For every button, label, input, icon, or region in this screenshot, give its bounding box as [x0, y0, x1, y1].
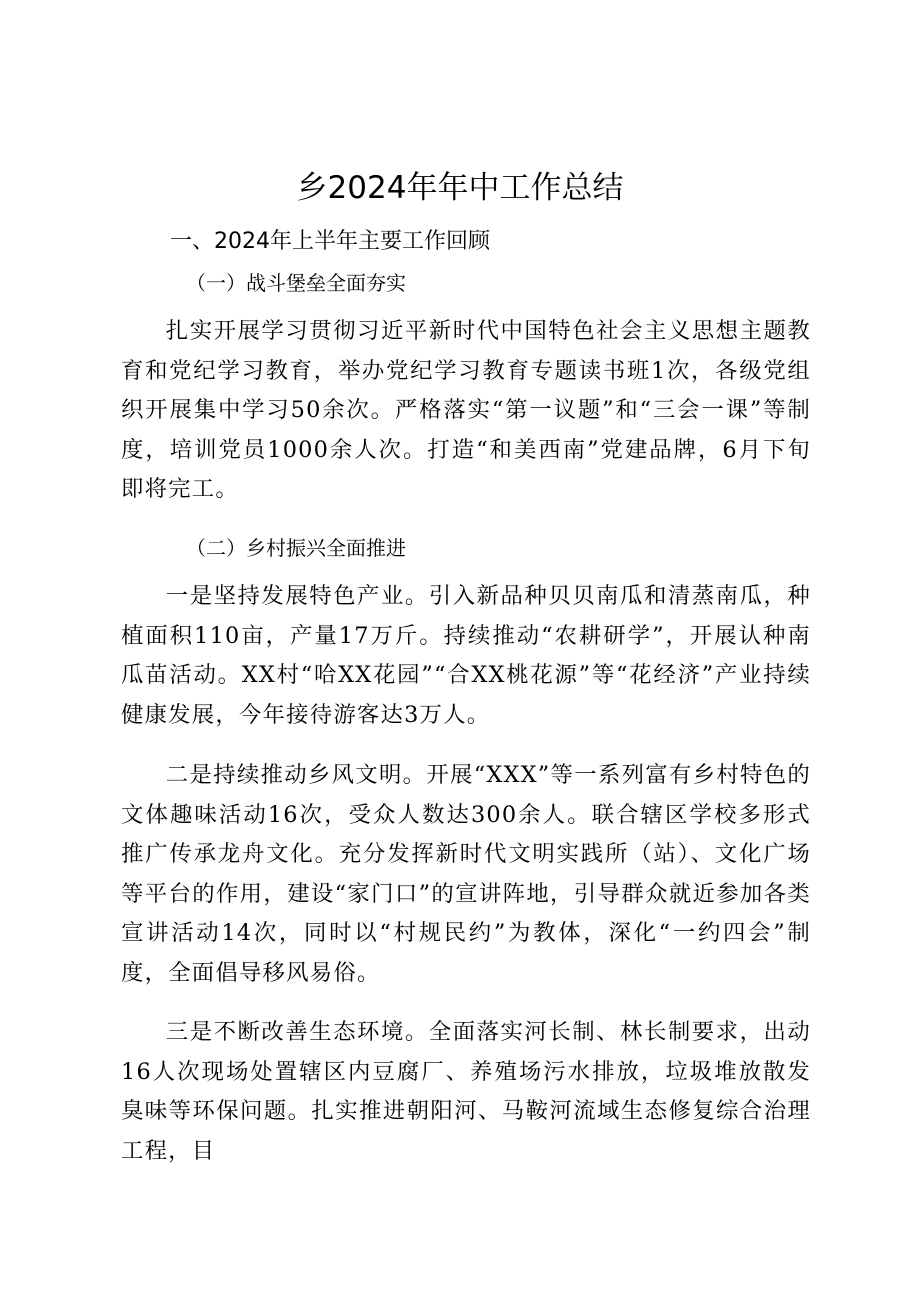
paragraph-civilization: 二是持续推动乡风文明。开展“XXX”等一系列富有乡村特色的文体趣味活动16次，受众人数达300余人。联合辖区学校多形式推广传承龙舟文化。充分发挥新时代文明实践所（站）、文化广场等平台的作用，建设“家门口”的宣讲阵地，引导群众就近参加各类宣讲活动14次，同时以“村规民约”为教体，深化“一约四会”制度，全面倡导移风易俗。	[121, 762, 811, 986]
document-title: 乡2024年年中工作总结	[296, 170, 624, 206]
subsection-heading-2: （二）乡村振兴全面推进	[186, 536, 406, 560]
paragraph-environment: 三是不断改善生态环境。全面落实河长制、林长制要求，出动16人次现场处置辖区内豆腐厂、养殖场污水排放，垃圾堆放散发臭味等环保问题。扎实推进朝阳河、马鞍河流域生态修复综合治理工程，目	[121, 1019, 811, 1164]
paragraph-party-building: 扎实开展学习贯彻习近平新时代中国特色社会主义思想主题教育和党纪学习教育，举办党纪学习教育专题读书班1次，各级党组织开展集中学习50余次。严格落实“第一议题”和“三会一课”等制度，培训党员1000余人次。打造“和美西南”党建品牌，6月下旬即将完工。	[121, 318, 811, 502]
section-heading: 一、2024年上半年主要工作回顾	[170, 229, 490, 254]
subsection-heading-1: （一）战斗堡垒全面夯实	[186, 271, 406, 295]
paragraph-industry: 一是坚持发展特色产业。引入新品种贝贝南瓜和清蒸南瓜，种植面积110亩，产量17万斤。持续推动“农耕研学”，开展认种南瓜苗活动。XX村“哈XX花园”“合XX桃花源”等“花经济”产业持续健康发展，今年接待游客达3万人。	[121, 583, 811, 728]
